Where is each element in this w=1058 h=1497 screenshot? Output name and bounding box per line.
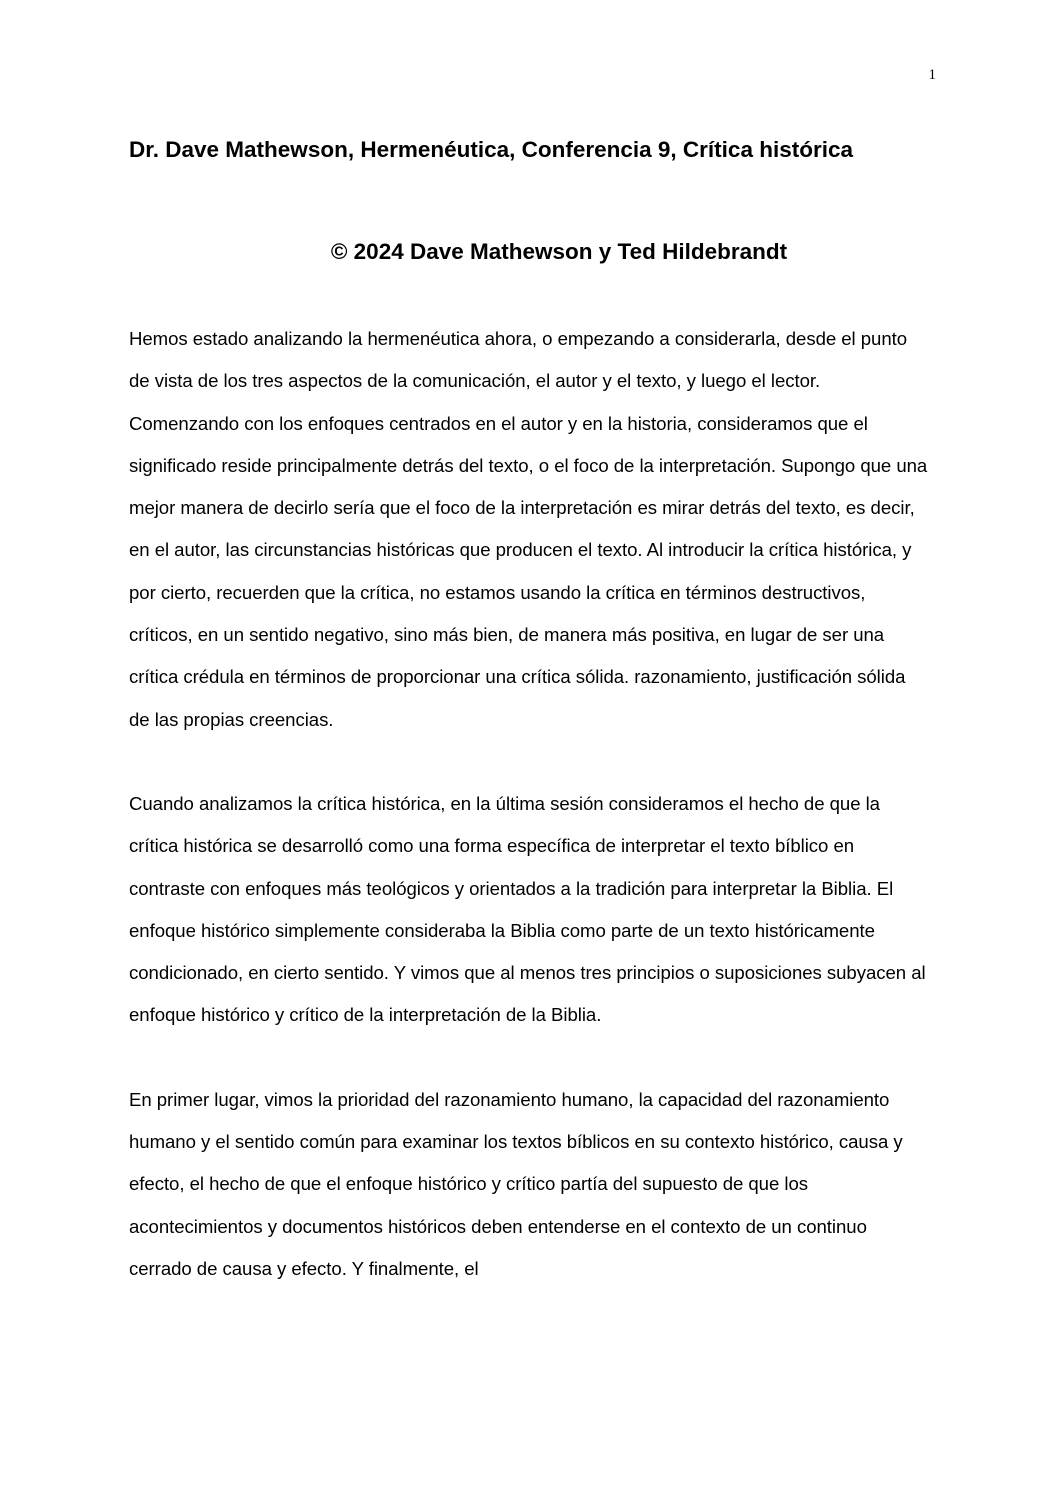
paragraph-1: Hemos estado analizando la hermenéutica ahora, o empezando a considerarla, desde el punto de vista de los tres aspectos de la comunicación, el autor y el texto, y luego el lector. Comenzando con los enfoques centrados en el autor y en la historia, consideramos que el significado reside principalmente detrás del texto, o el foco de la interpretación. Supongo que una mejor manera de decirlo sería que el foco de la interpretación es mirar detrás del texto, es decir, en el autor, las circunstancias históricas que producen el texto. Al introducir la crítica histórica, y por cierto, recuerden que la crítica, no estamos usando la crítica en términos destructivos, críticos, en un sentido negativo, sino más bien, de manera más positiva, en lugar de ser una crítica crédula en términos de proporcionar una crítica sólida. razonamiento, justificación sólida de las propias creencias. [129,328,928,730]
paragraph-3: En primer lugar, vimos la prioridad del razonamiento humano, la capacidad del razonamiento humano y el sentido común para examinar los textos bíblicos en su contexto histórico, causa y efecto, el hecho de que el enfoque histórico y crítico partía del supuesto de que los acontecimientos y documentos históricos deben entenderse en el contexto de un continuo cerrado de causa y efecto. Y finalmente, el [129,1088,903,1279]
paragraph-2: Cuando analizamos la crítica histórica, en la última sesión consideramos el hecho de que la crítica histórica se desarrolló como una forma específica de interpretar el texto bíblico en contraste con enfoques más teológicos y orientados a la tradición para interpretar la Biblia. El enfoque histórico simplemente consideraba la Biblia como parte de un texto históricamente condicionado, en cierto sentido. Y vimos que al menos tres principios o suposiciones subyacen al enfoque histórico y crítico de la interpretación de la Biblia. [129,792,926,1026]
copyright-line: © 2024 Dave Mathewson y Ted Hildebrandt [330,239,788,264]
page-number: 1 [928,67,936,83]
document-title: Dr. Dave Mathewson, Hermenéutica, Conferencia 9, Crítica histórica [129,137,853,162]
document-body [129,318,929,1332]
